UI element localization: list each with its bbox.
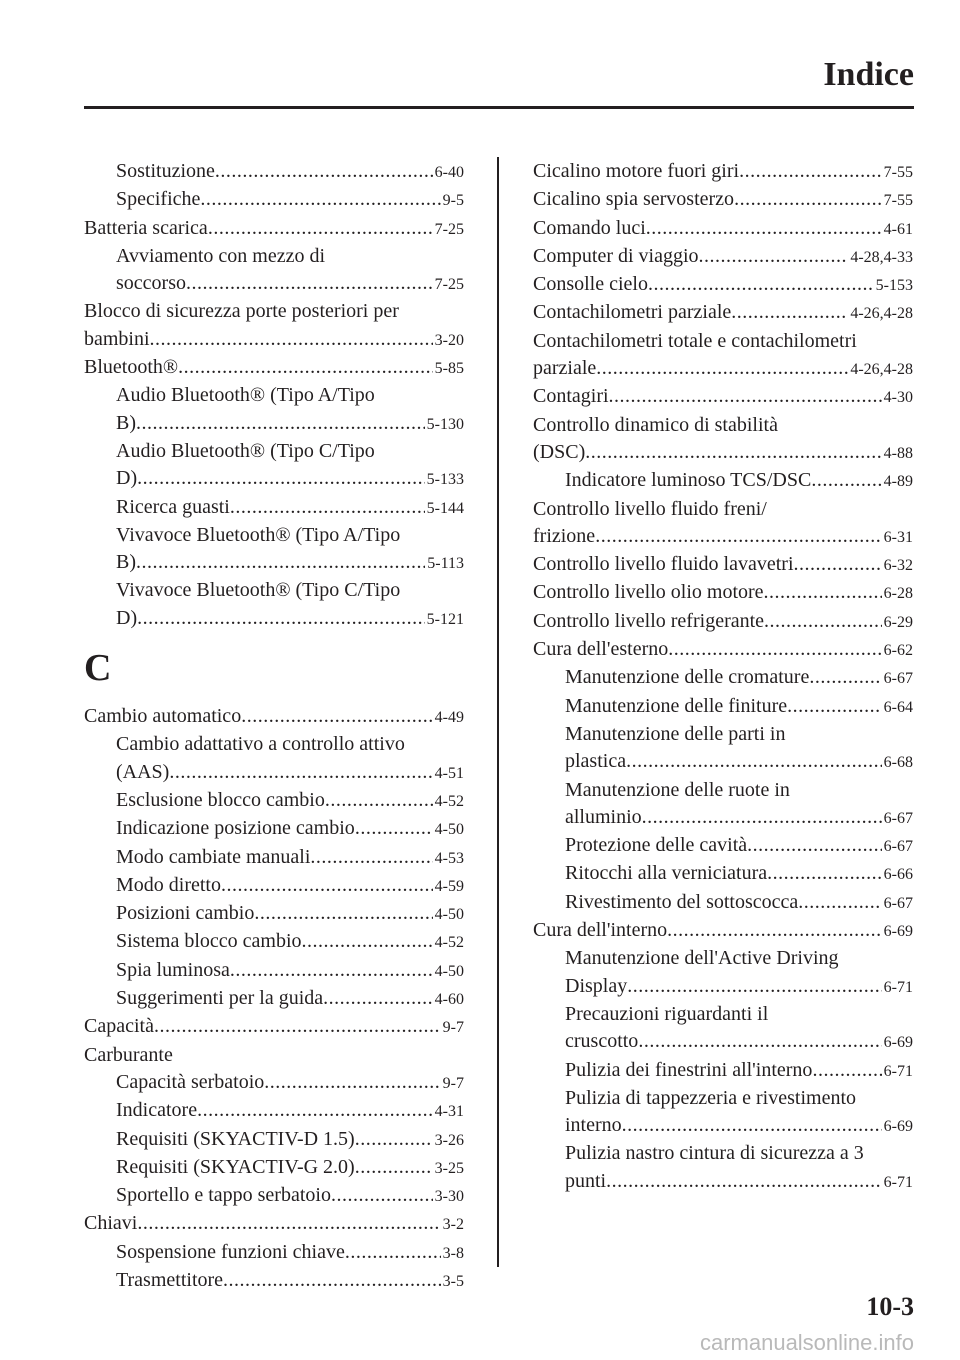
index-subentry	[84, 844, 464, 872]
page-reference: 4-49	[434, 709, 464, 727]
entry-text: Modo cambiate manuali	[116, 845, 311, 868]
index-subentry	[533, 945, 913, 1001]
entry-text: Spia luminosa	[116, 958, 230, 981]
page-reference: 6-71	[883, 978, 913, 996]
index-entry	[533, 328, 913, 384]
index-subentry	[84, 522, 464, 578]
dot-leader	[355, 1154, 433, 1181]
dot-leader	[200, 186, 440, 213]
dot-leader	[764, 579, 882, 606]
entry-text: cruscotto	[565, 1030, 639, 1053]
page-reference: 4-50	[434, 962, 464, 980]
dot-leader	[230, 494, 425, 521]
page-reference: 6-67	[883, 838, 913, 856]
dot-leader	[596, 355, 848, 382]
index-subentry	[533, 889, 913, 917]
dot-leader	[302, 928, 433, 955]
dot-leader	[667, 917, 882, 944]
index-subentry	[84, 1182, 464, 1210]
entry-text: Contagiri	[533, 385, 609, 408]
index-subentry	[84, 186, 464, 214]
page-reference: 6-69	[883, 1034, 913, 1052]
page-reference: 6-68	[883, 754, 913, 772]
dot-leader	[809, 664, 881, 691]
dot-leader	[221, 872, 433, 899]
entry-text-line: Manutenzione delle ruote in	[565, 778, 790, 801]
entry-text: Suggerimenti per la guida	[116, 987, 324, 1010]
page-reference: 3-20	[434, 331, 464, 349]
entry-text: Indicatore luminoso TCS/DSC	[565, 469, 812, 492]
entry-text-line: Pulizia nastro cintura di sicurezza a 3	[565, 1142, 864, 1165]
entry-text: Rivestimento del sottoscocca	[565, 890, 799, 913]
index-entry	[533, 917, 913, 945]
page-reference: 6-28	[883, 585, 913, 603]
entry-text: Indicatore	[116, 1099, 198, 1122]
page-reference: 4-59	[434, 877, 464, 895]
dot-leader	[606, 1168, 882, 1195]
dot-leader	[787, 693, 882, 720]
entry-text: Sospensione funzioni chiave	[116, 1240, 345, 1263]
entry-text: Cicalino spia servosterzo	[533, 188, 735, 211]
watermark: carmanualsonline.info	[699, 1330, 914, 1355]
page-reference: 5-133	[426, 471, 464, 489]
entry-text: Posizioni cambio	[116, 902, 255, 925]
entry-text: D)	[116, 467, 138, 490]
index-entry	[533, 383, 913, 411]
index-subentry	[533, 467, 913, 495]
page-reference: 4-26,4-28	[850, 361, 913, 379]
entry-text: (AAS)	[116, 760, 170, 783]
page-reference: 9-5	[442, 192, 464, 210]
index-subentry	[533, 860, 913, 888]
entry-text: B)	[116, 411, 136, 434]
index-subentry	[533, 1085, 913, 1141]
dot-leader	[648, 271, 874, 298]
page-reference: 4-50	[434, 906, 464, 924]
index-subentry	[84, 1126, 464, 1154]
page-reference: 7-55	[883, 192, 913, 210]
index-subentry	[84, 577, 464, 633]
entry-text: Cura dell'esterno	[533, 638, 669, 661]
dot-leader	[325, 787, 433, 814]
entry-text: Pulizia dei finestrini all'interno	[565, 1058, 813, 1081]
page-reference: 4-51	[434, 764, 464, 782]
index-subentry	[84, 928, 464, 956]
index-subentry	[84, 438, 464, 494]
column-divider	[497, 157, 499, 1267]
dot-leader	[699, 243, 849, 270]
dot-leader	[626, 748, 882, 775]
index-entry	[533, 186, 913, 214]
index-subentry	[84, 957, 464, 985]
index-entry	[84, 703, 464, 731]
entry-text: interno	[565, 1114, 622, 1137]
dot-leader	[136, 410, 425, 437]
index-subentry	[84, 494, 464, 522]
dot-leader	[622, 1112, 882, 1139]
page-reference: 6-31	[883, 528, 913, 546]
entry-text: Indicazione posizione cambio	[116, 817, 355, 840]
index-column-left	[84, 158, 464, 1295]
entry-text: Bluetooth®	[84, 356, 179, 379]
entry-text: Ricerca guasti	[116, 495, 230, 518]
entry-text: Requisiti (SKYACTIV-G 2.0)	[116, 1155, 355, 1178]
page-reference: 5-153	[875, 277, 913, 295]
page-reference: 4-53	[434, 849, 464, 867]
page-reference: 5-85	[434, 360, 464, 378]
entry-text: Controllo livello fluido lavavetri	[533, 553, 794, 576]
dot-leader	[136, 549, 425, 576]
page-reference: 5-144	[426, 499, 464, 517]
index-subentry	[533, 777, 913, 833]
index-entry	[533, 551, 913, 579]
entry-text: Batteria scarica	[84, 216, 208, 239]
page-reference: 6-62	[883, 642, 913, 660]
page-reference: 6-71	[883, 1062, 913, 1080]
entry-text-line: Precauzioni riguardanti il	[565, 1002, 769, 1025]
entry-text: Comando luci	[533, 216, 646, 239]
entry-text: Manutenzione delle finiture	[565, 694, 788, 717]
page-reference: 6-71	[883, 1173, 913, 1191]
page-reference: 6-29	[883, 613, 913, 631]
index-entry	[533, 215, 913, 243]
dot-leader	[731, 299, 848, 326]
dot-leader	[150, 326, 433, 353]
page-reference: 5-130	[426, 415, 464, 433]
dot-leader	[178, 354, 433, 381]
page-reference: 9-7	[442, 1074, 464, 1092]
index-entry	[533, 636, 913, 664]
index-subentry	[533, 664, 913, 692]
dot-leader	[764, 608, 882, 635]
index-entry	[84, 1210, 464, 1238]
entry-text-line: Avviamento con mezzo di	[116, 244, 326, 267]
dot-leader	[739, 158, 882, 185]
entry-text: punti	[565, 1169, 607, 1192]
dot-leader	[310, 844, 432, 871]
page-reference: 4-52	[434, 934, 464, 952]
page-reference: 3-2	[442, 1216, 464, 1234]
dot-leader	[595, 523, 881, 550]
index-entry	[533, 496, 913, 552]
dot-leader	[169, 759, 432, 786]
dot-leader	[642, 804, 882, 831]
page-reference: 6-69	[883, 1118, 913, 1136]
index-entry	[533, 271, 913, 299]
entry-text: Controllo livello refrigerante	[533, 609, 765, 632]
header-rule	[84, 106, 914, 109]
index-subentry	[84, 815, 464, 843]
dot-leader	[811, 467, 881, 494]
index-subentry	[533, 693, 913, 721]
entry-text: Sistema blocco cambio	[116, 930, 302, 953]
page-reference: 4-88	[883, 444, 913, 462]
entry-text: Cambio automatico	[84, 705, 242, 728]
page-reference: 6-69	[883, 923, 913, 941]
page-reference: 3-8	[442, 1244, 464, 1262]
dot-leader	[355, 815, 433, 842]
dot-leader	[254, 900, 432, 927]
dot-leader	[331, 1182, 433, 1209]
index-subentry	[84, 1069, 464, 1097]
entry-text: Contachilometri parziale	[533, 301, 732, 324]
entry-text: Capacità serbatoio	[116, 1070, 265, 1093]
index-subentry	[84, 731, 464, 787]
dot-leader	[585, 439, 881, 466]
page-reference: 3-26	[434, 1131, 464, 1149]
entry-text: Sostituzione	[116, 160, 215, 182]
page-reference: 5-121	[426, 610, 464, 628]
entry-text: Trasmettitore	[116, 1268, 224, 1291]
page-reference: 3-25	[434, 1159, 464, 1177]
index-entry	[84, 354, 464, 382]
dot-leader	[767, 860, 882, 887]
dot-leader	[668, 636, 881, 663]
dot-leader	[264, 1069, 440, 1096]
entry-text-line: Contachilometri totale e contachilometri	[533, 329, 857, 352]
index-entry	[533, 299, 913, 327]
entry-text-line: Blocco di sicurezza porte posteriori per	[84, 300, 399, 323]
entry-text-line: Audio Bluetooth® (Tipo C/Tipo	[116, 439, 375, 462]
index-subentry	[84, 985, 464, 1013]
entry-text: Capacità	[84, 1015, 154, 1038]
page-reference: 6-67	[883, 670, 913, 688]
entry-text: Esclusione blocco cambio	[116, 788, 325, 811]
dot-leader	[137, 605, 425, 632]
entry-text: frizione	[533, 524, 596, 547]
page-reference: 7-55	[883, 164, 913, 181]
page-reference: 3-5	[442, 1272, 464, 1290]
page-reference: 6-64	[883, 698, 913, 716]
section-letter: C	[84, 647, 112, 690]
entry-text: bambini	[84, 327, 150, 350]
page-reference: 4-26,4-28	[850, 305, 913, 323]
dot-leader	[241, 703, 432, 730]
dot-leader	[215, 158, 433, 185]
dot-leader	[638, 1028, 881, 1055]
entry-text: (DSC)	[533, 440, 586, 463]
entry-text-line: Vivavoce Bluetooth® (Tipo A/Tipo	[116, 523, 401, 546]
dot-leader	[734, 186, 882, 213]
entry-text: Computer di viaggio	[533, 244, 699, 267]
entry-text: Protezione delle cavità	[565, 834, 748, 857]
index-subentry	[84, 900, 464, 928]
dot-leader	[609, 383, 882, 410]
index-subentry	[84, 243, 464, 299]
page-reference: 7-25	[434, 220, 464, 238]
entry-text-line: Controllo dinamico di stabilità	[533, 413, 778, 436]
page-reference: 4-50	[434, 821, 464, 839]
dot-leader	[798, 889, 881, 916]
index-entry	[84, 1042, 464, 1069]
dot-leader	[355, 1126, 433, 1153]
dot-leader	[208, 215, 433, 242]
entry-text: Manutenzione delle cromature	[565, 666, 810, 689]
index-subentry	[84, 158, 464, 186]
dot-leader	[323, 985, 433, 1012]
entry-text: soccorso	[116, 272, 186, 295]
entry-text: Cura dell'interno	[533, 919, 668, 942]
page-reference: 6-67	[883, 894, 913, 912]
index-subentry	[84, 787, 464, 815]
index-subentry	[533, 1001, 913, 1057]
entry-text-line: Manutenzione dell'Active Driving	[565, 947, 839, 970]
index-subentry	[84, 872, 464, 900]
dot-leader	[154, 1013, 441, 1040]
entry-text-line: Vivavoce Bluetooth® (Tipo C/Tipo	[116, 579, 401, 602]
entry-text-line: Manutenzione delle parti in	[565, 722, 786, 745]
page-reference: 7-25	[434, 276, 464, 294]
dot-leader	[794, 551, 882, 578]
index-subentry	[533, 721, 913, 777]
entry-text: B)	[116, 551, 136, 574]
index-subentry	[84, 1097, 464, 1125]
page-reference: 4-61	[883, 220, 913, 238]
entry-text-line: Controllo livello fluido freni/	[533, 497, 767, 520]
index-subentry	[533, 1140, 913, 1196]
index-entry	[533, 608, 913, 636]
index-entry	[84, 215, 464, 243]
entry-text: plastica	[565, 750, 627, 773]
dot-leader	[137, 465, 425, 492]
page-reference: 4-52	[434, 792, 464, 810]
dot-leader	[747, 832, 882, 859]
dot-leader	[230, 957, 433, 984]
entry-text-line: Pulizia di tappezzeria e rivestimento	[565, 1086, 856, 1109]
index-entry	[533, 243, 913, 271]
entry-text: Requisiti (SKYACTIV-D 1.5)	[116, 1127, 355, 1150]
page-reference: 4-28,4-33	[850, 248, 913, 266]
entry-text: Specifiche	[116, 188, 201, 211]
index-entry	[533, 412, 913, 468]
entry-text-line: Audio Bluetooth® (Tipo A/Tipo	[116, 384, 375, 407]
index-entry	[84, 1013, 464, 1041]
page-number: 10-3	[866, 1292, 914, 1321]
dot-leader	[646, 215, 882, 242]
entry-text: Consolle cielo	[533, 273, 648, 296]
index-column-right	[533, 158, 913, 1196]
entry-text: Modo diretto	[116, 873, 221, 896]
entry-text: Ritocchi alla verniciatura	[565, 862, 768, 885]
entry-text: Sportello e tappo serbatoio	[116, 1184, 331, 1207]
page-reference: 4-31	[434, 1103, 464, 1121]
index-subentry	[533, 832, 913, 860]
entry-text-line: Cambio adattativo a controllo attivo	[116, 733, 405, 756]
entry-text: Chiavi	[84, 1212, 138, 1235]
page-reference: 6-40	[434, 164, 464, 181]
page-reference: 5-113	[427, 555, 464, 573]
page-reference: 6-66	[883, 866, 913, 884]
page-reference: 3-30	[434, 1188, 464, 1206]
index-entry	[533, 158, 913, 186]
index-subentry	[84, 1154, 464, 1182]
dot-leader	[627, 973, 881, 1000]
index-subentry	[84, 1267, 464, 1295]
entry-text: parziale	[533, 357, 597, 380]
entry-text: alluminio	[565, 805, 642, 828]
entry-text: Carburante	[84, 1043, 173, 1066]
page-reference: 4-30	[883, 389, 913, 407]
dot-leader	[186, 270, 433, 297]
page-reference: 4-60	[434, 991, 464, 1009]
page-reference: 9-7	[442, 1019, 464, 1037]
page-reference: 6-67	[883, 809, 913, 827]
entry-text: Cicalino motore fuori giri	[533, 160, 740, 182]
dot-leader	[812, 1057, 881, 1084]
dot-leader	[137, 1210, 440, 1237]
page-reference: 4-89	[883, 473, 913, 491]
index-subentry	[84, 1239, 464, 1267]
index-subentry	[533, 1057, 913, 1085]
page-reference: 6-32	[883, 557, 913, 575]
index-subentry	[84, 382, 464, 438]
dot-leader	[197, 1097, 433, 1124]
entry-text: D)	[116, 606, 138, 629]
dot-leader	[345, 1239, 441, 1266]
index-entry	[533, 579, 913, 607]
entry-text: Display	[565, 974, 628, 997]
entry-text: Controllo livello olio motore	[533, 581, 764, 604]
dot-leader	[223, 1267, 441, 1294]
index-entry	[84, 298, 464, 354]
page-title: Indice	[823, 56, 914, 93]
